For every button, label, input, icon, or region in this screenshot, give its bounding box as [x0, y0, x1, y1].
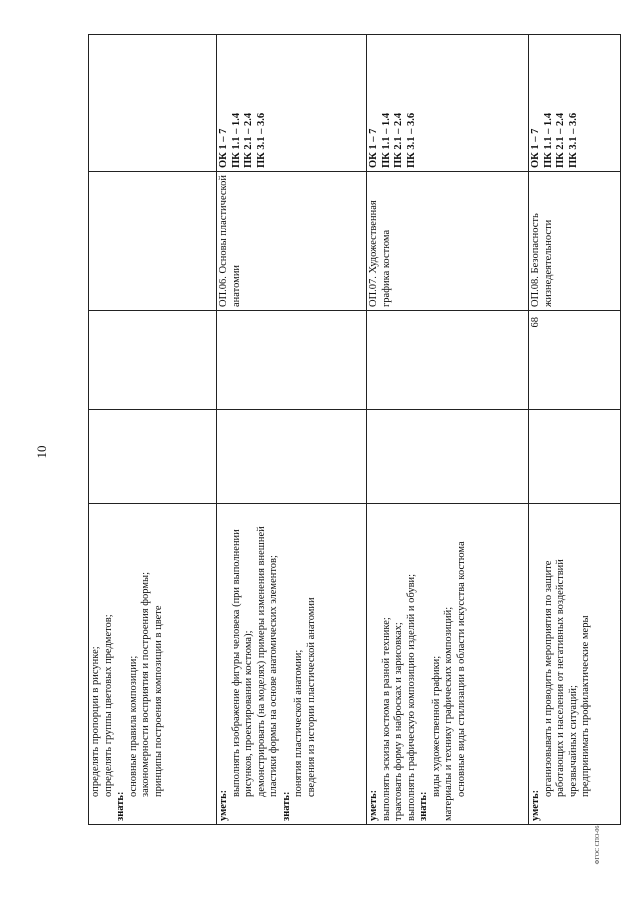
content-line: выполнять эскизы костюма в разной технике; [380, 617, 392, 821]
content-line: виды художественной графики; [430, 655, 442, 797]
competency-code: ПК 2.1 – 2.4 [393, 112, 404, 168]
table-row [89, 35, 217, 825]
table-row [217, 35, 367, 825]
content-line: принципы построения композиции в цвете [152, 605, 164, 797]
footer-code: ФГОС СПО-06 [595, 825, 601, 865]
competency-code: ПК 3.1 – 3.6 [567, 112, 579, 168]
section-heading: уметь: [530, 789, 541, 821]
discipline-cell: ОП.07. Художественная графика костюма [367, 172, 529, 311]
section-heading: знать: [418, 791, 429, 821]
content-line: определять пропорции в рисунке; [90, 646, 101, 797]
competency-code: ПК 2.1 – 2.4 [555, 112, 566, 168]
hours-cell [367, 311, 529, 410]
max-hours-cell [89, 410, 217, 504]
discipline-cell: ОП.08. Безопасность жизнедеятельности [529, 172, 621, 311]
competencies-cell [89, 35, 217, 172]
competency-code: ОК 1 – 7 [368, 128, 379, 168]
disciplines-table [88, 34, 621, 825]
competency-content-cell [89, 504, 217, 825]
page-number: 10 [34, 445, 49, 459]
section-heading: знать: [115, 791, 126, 821]
content-line: определять группы цветовых предметов; [102, 614, 114, 797]
competency-code: ПК 3.1 – 3.6 [255, 112, 267, 168]
section-heading: уметь: [368, 789, 379, 821]
section-heading: знать: [280, 791, 292, 821]
discipline-cell [89, 172, 217, 311]
section-heading: уметь: [218, 789, 229, 821]
competency-code: ОК 1 – 7 [530, 128, 541, 168]
competency-code: ОК 1 – 7 [218, 128, 229, 168]
competencies-cell [217, 35, 367, 172]
content-line: выполнять графическую композицию изделий и обуви; [405, 573, 417, 821]
competency-content-cell [529, 504, 621, 825]
max-hours-cell [529, 410, 621, 504]
discipline-cell: ОП.06. Основы пластической анатомии [217, 172, 367, 311]
competencies-cell [529, 35, 621, 172]
content-line: демонстрировать (на моделях) примеры изменения внешней пластики формы на основе анатомических элементов; [255, 526, 279, 797]
content-line: предпринимать профилактические меры [580, 615, 591, 797]
content-line: понятия пластической анатомии; [293, 649, 304, 797]
hours-cell [89, 311, 217, 410]
table-row [367, 35, 529, 825]
table-row [529, 35, 621, 825]
content-line: сведения из истории пластической анатомии [305, 597, 317, 797]
content-line: основные правила композиции; [127, 655, 139, 797]
content-line: выполнять изображение фигуры человека (при выполнении рисунков, проектировании костюма); [230, 529, 254, 797]
competency-code: ПК 1.1 – 1.4 [230, 112, 242, 168]
content-line: трактовать форму в набросках и зарисовках; [393, 622, 404, 821]
competency-code: ПК 3.1 – 3.6 [405, 112, 417, 168]
competencies-cell [367, 35, 529, 172]
max-hours-cell [367, 410, 529, 504]
competency-content-cell [217, 504, 367, 825]
competency-content-cell [367, 504, 529, 825]
content-line: основные виды стилизации в области искусства костюма [455, 541, 467, 797]
max-hours-cell [217, 410, 367, 504]
competency-code: ПК 1.1 – 1.4 [380, 112, 392, 168]
content-line: организовывать и проводить мероприятия по защите работающих и населения от негативных воздействий чрезвычайных ситуаций; [542, 559, 579, 797]
hours-cell: 68 [529, 311, 621, 410]
content-line: закономерности восприятия и построения формы; [140, 571, 151, 797]
content-line: материалы и технику графических композиций; [443, 606, 454, 821]
competency-code: ПК 1.1 – 1.4 [542, 112, 554, 168]
disciplines-table-body [89, 35, 621, 825]
hours-cell [217, 311, 367, 410]
competency-code: ПК 2.1 – 2.4 [243, 112, 254, 168]
